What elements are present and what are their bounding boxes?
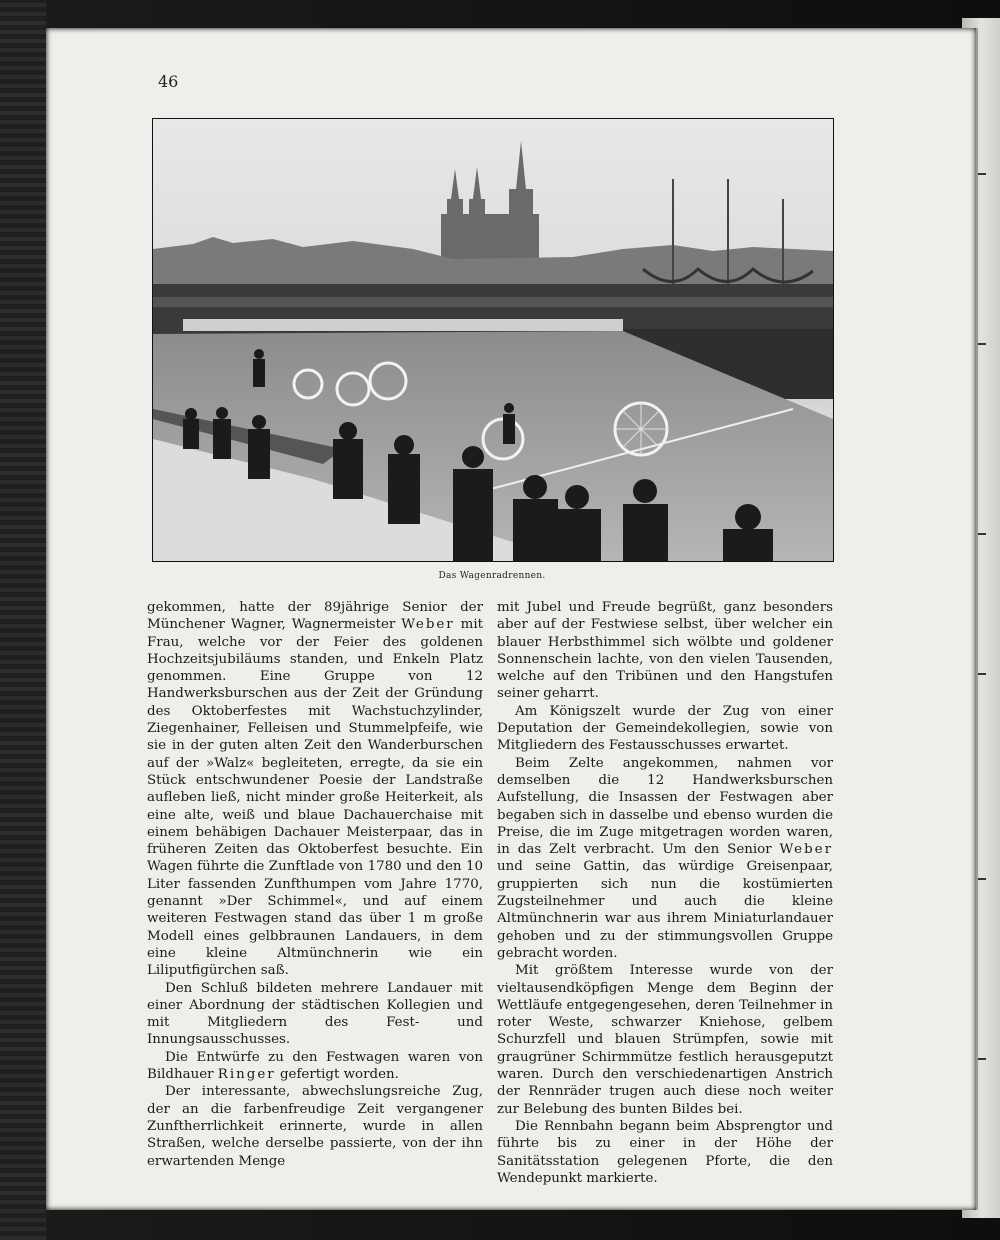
paragraph (147, 599, 483, 980)
paragraph-text: mit Jubel und Freude begrüßt, ganz besonders aber auf der Festwiese selbst, über welcher ein blauer Herbsthimmel sich wölbte und goldener Sonnenschein lachte, von den vielen Tausenden, welche auf den Tribünen und den Hangstufen seiner geharrt. (497, 600, 833, 702)
paragraph (147, 980, 483, 1049)
text-column-right (497, 599, 833, 1187)
photo-wagon-wheel-race-icon (153, 119, 833, 561)
paragraph (497, 1118, 833, 1187)
paragraph-text: und seine Gattin, das würdige Greisenpaar, gruppierten sich nun die kostümierten Zugsteilnehmer und auch die kleine Altmünchnerin war aus ihrem Miniaturlandauer gehoben und zu der stimmungsvollen Gruppe gebracht worden. (497, 859, 833, 961)
paragraph-text: Am Königszelt wurde der Zug von einer Deputation der Gemeindekollegien, sowie von Mitgliedern des Festausschusses erwartet. (497, 703, 833, 754)
book-binding (0, 0, 46, 1240)
spaced-name: Weber (779, 842, 833, 858)
photo-caption: Das Wagenradrennen. (438, 571, 546, 581)
paragraph-text: gefertigt worden. (275, 1067, 399, 1083)
paragraph (497, 962, 833, 1118)
paragraph (497, 703, 833, 755)
paragraph-text: Den Schluß bildeten mehrere Landauer mit einer Abordnung der städtischen Kollegien und mit Mitgliedern des Fest- und Innungsausschusses. (147, 980, 483, 1048)
paragraph (497, 755, 833, 963)
spaced-name: Weber (401, 617, 455, 633)
page-number: 46 (158, 72, 179, 91)
paragraph-text: mit Frau, welche vor der Feier des goldenen Hochzeitsjubiläums standen, und Enkeln Platz genommen. Eine Gruppe von 12 Handwerksburschen aus der Zeit der Gründung des Oktoberfestes mit Wachstuchzylinder, Ziegenhainer, Felleisen und Stummelpfeife, wie sie in der guten alten Zeit den Wanderburschen auf der »Walz« begleiteten, erregte, da sie ein Stück entschwundener Poesie der Landstraße aufleben ließ, nicht minder große Heiterkeit, als eine alte, weiß und blaue Dachauerchaise mit einem behäbigen Dachauer Meisterpaar, das in früheren Zeiten das Oktoberfest besuchte. Ein Wagen führte die Zunftlade von 1780 und den 10 Liter fassenden Zunfthumpen vom Jahre 1770, genannt »Der Schimmel«, und auf einem weiteren Festwagen stand das über 1 m große Modell eines gelbbraunen Landauers, in dem eine kleine Altmünchnerin wie ein Liliputfigürchen saß. (147, 617, 484, 979)
paragraph-text: gekommen, hatte der 89jährige Senior der Münchener Wagner, Wagnermeister (147, 600, 483, 633)
paragraph (147, 1083, 483, 1169)
page-edge (976, 28, 978, 1210)
paragraph-text: Der interessante, abwechslungsreiche Zug, der an die farbenfreudige Zeit vergangener Zunftherrlichkeit erinnerte, wurde in allen Straßen, welche derselbe passierte, von der ihn erwartenden Menge (147, 1084, 483, 1169)
paragraph-text: Beim Zelte angekommen, nahmen vor demselben die 12 Handwerksburschen Aufstellung, die Insassen der Festwagen aber begaben sich in dasselbe und ebenso wurden die Preise, die im Zuge mitgetragen worden waren, in das Zelt verbracht. Um den Senior (497, 755, 833, 858)
paragraph (497, 599, 833, 703)
photograph (152, 118, 834, 562)
paragraph-text: Mit größtem Interesse wurde von der vieltausendköpfigen Menge dem Beginn der Wettläufe entgegengesehen, deren Teilnehmer in roter Weste, schwarzer Kniehose, gelbem Schurzfell und blauen Strümpfen, sowie mit graugrüner Schirmmütze festlich herausgeputzt waren. Durch den verschiedenartigen Anstrich der Rennräder trugen auch diese noch weiter zur Belebung des bunten Bildes bei. (497, 963, 833, 1117)
paragraph (147, 1049, 483, 1084)
text-column-left (147, 599, 483, 1170)
paragraph-text: Die Entwürfe zu den Festwagen waren von Bildhauer (147, 1049, 483, 1083)
paragraph-text: Die Rennbahn begann beim Absprengtor und führte bis zu einer in der Höhe der Sanitätsstation gelegenen Pforte, die den Wendepunkt markierte. (497, 1118, 833, 1186)
spaced-name: Ringer (217, 1067, 276, 1083)
